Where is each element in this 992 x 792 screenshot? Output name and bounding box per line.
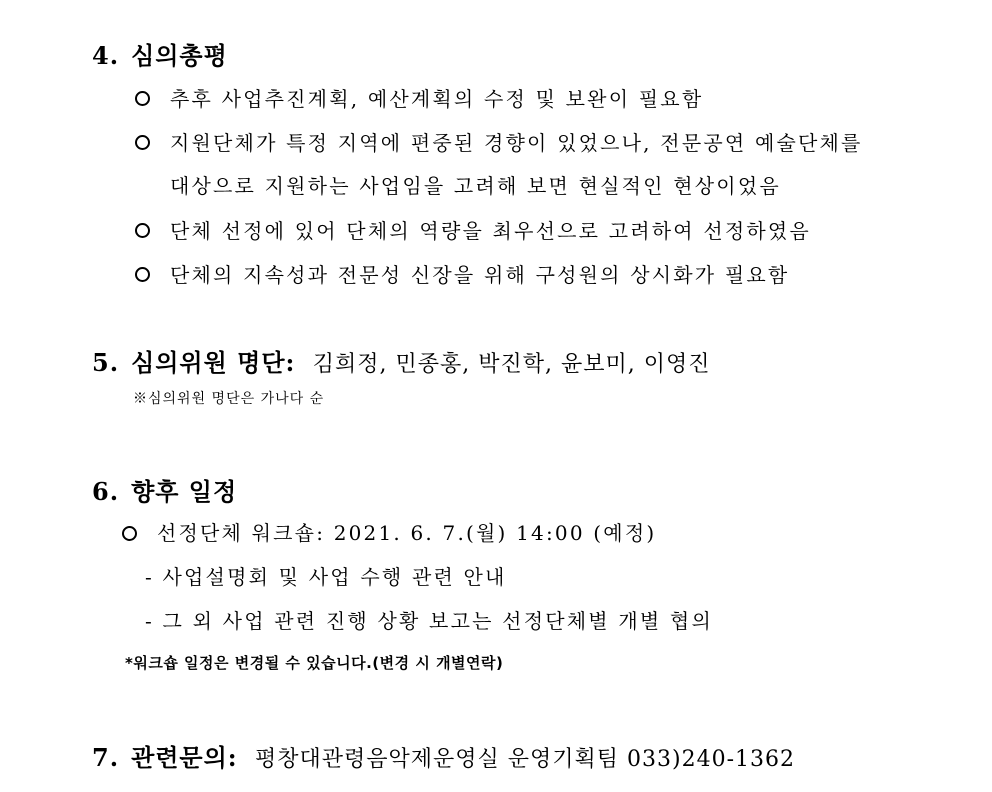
section-5-title: 심의위원 명단: [131, 348, 296, 377]
bullet-circle-icon [135, 223, 150, 238]
committee-note: ※심의위원 명단은 가나다 순 [133, 391, 325, 407]
section-6-title: 향후 일정 [131, 477, 238, 506]
section-6-sub-item-1: - 사업설명회 및 사업 수행 관련 안내 [145, 565, 507, 589]
section-4-heading [92, 36, 228, 71]
section-5-number: 5. [92, 348, 120, 377]
section-7-title: 관련문의: [131, 743, 238, 772]
section-4-item-2-continuation: 대상으로 지원하는 사업임을 고려해 보면 현실적인 현상이었음 [170, 174, 781, 198]
section-4-item-4: 단체의 지속성과 전문성 신장을 위해 구성원의 상시화가 필요함 [170, 263, 790, 287]
section-4-item-2: 지원단체가 특정 지역에 편중된 경향이 있었으나, 전문공연 예술단체를 [170, 131, 863, 155]
section-4-title: 심의총평 [131, 41, 228, 70]
workshop-change-note: *워크숍 일정은 변경될 수 있습니다.(변경 시 개별연락) [125, 654, 504, 672]
bullet-circle-icon [135, 91, 150, 106]
bullet-circle-icon [135, 135, 150, 150]
section-4-item-3: 단체 선정에 있어 단체의 역량을 최우선으로 고려하여 선정하였음 [170, 219, 811, 243]
contact-info: 평창대관령음악제운영실 운영기획팀 033)240-1362 [255, 747, 796, 772]
section-7-heading [92, 738, 795, 773]
workshop-schedule: 선정단체 워크숍: 2021. 6. 7.(월) 14:00 (예정) [157, 521, 657, 545]
section-6-heading [92, 472, 237, 507]
section-6-number: 6. [92, 477, 120, 506]
section-4-item-1: 추후 사업추진계획, 예산계획의 수정 및 보완이 필요함 [170, 87, 704, 111]
section-6-sub-item-2: - 그 외 사업 관련 진행 상황 보고는 선정단체별 개별 협의 [145, 609, 713, 633]
section-5-heading [92, 343, 710, 378]
bullet-circle-icon [122, 526, 137, 541]
section-4-number: 4. [92, 41, 120, 70]
bullet-circle-icon [135, 267, 150, 282]
committee-members: 김희정, 민종홍, 박진학, 윤보미, 이영진 [312, 352, 711, 377]
section-7-number: 7. [92, 743, 120, 772]
